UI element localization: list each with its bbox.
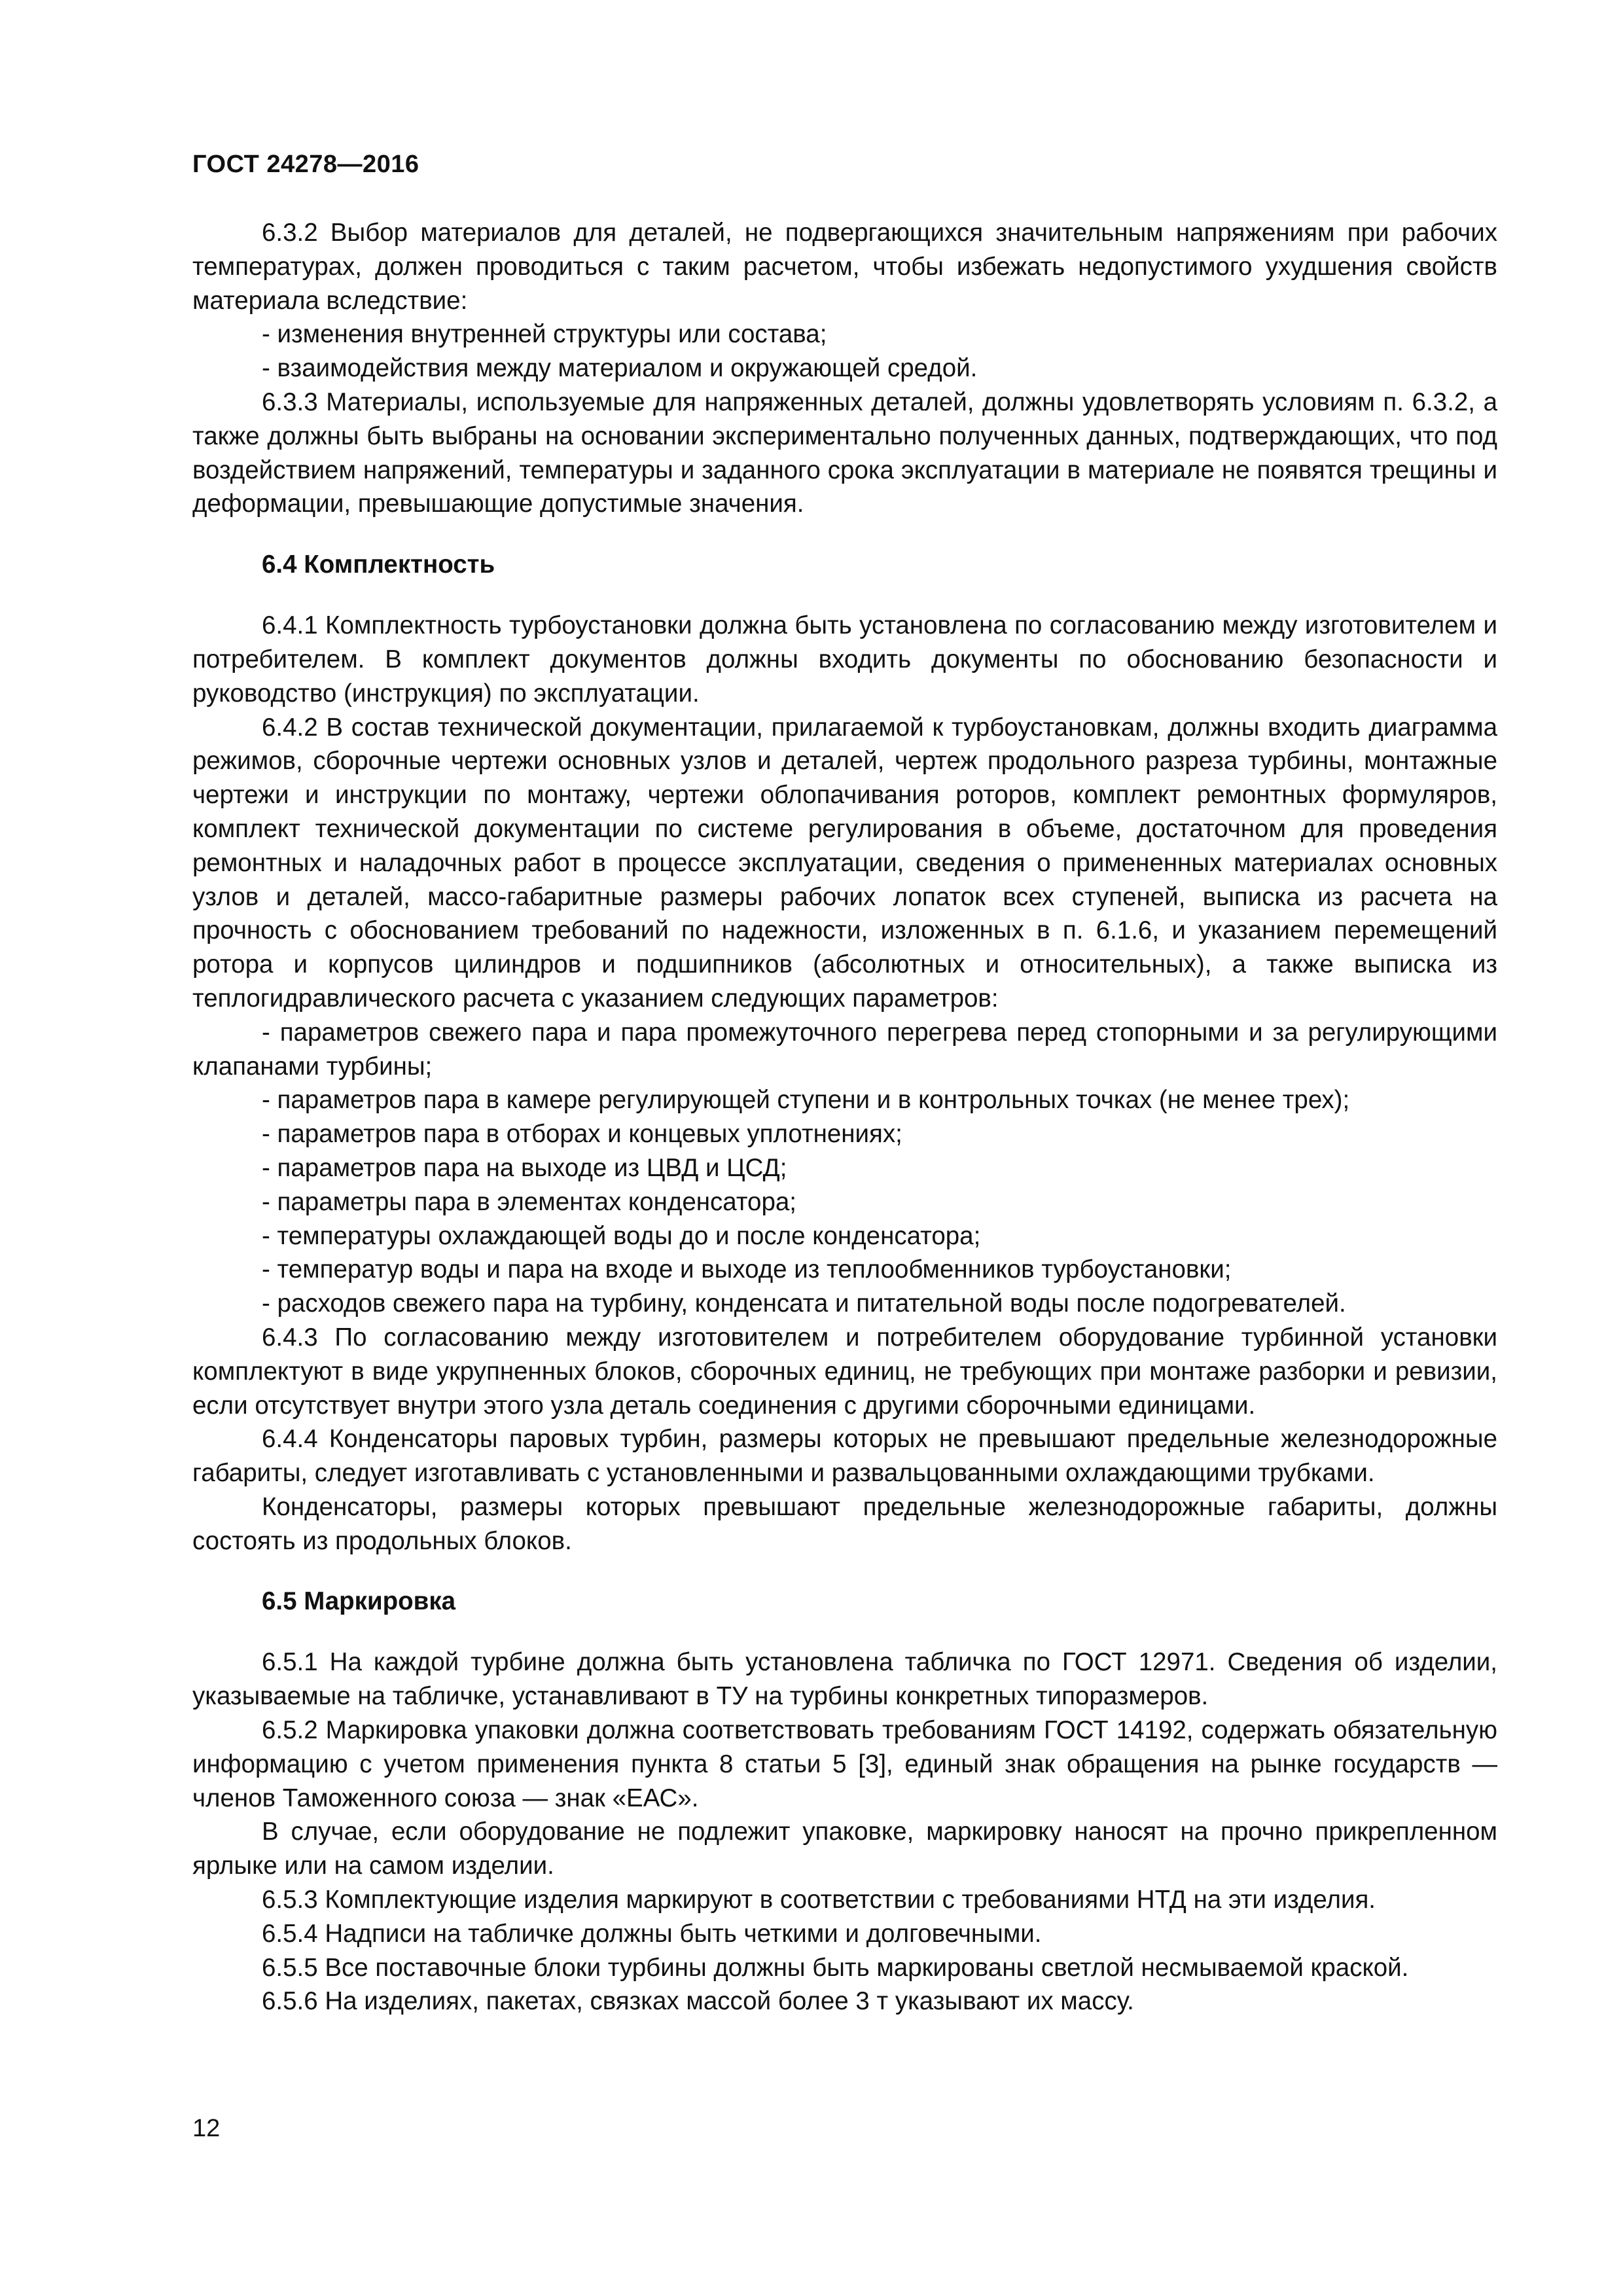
paragraph-6-3-2: 6.3.2 Выбор материалов для деталей, не подвергающихся значительным напряжениям при рабочих температурах, должен проводиться с таким расчетом, чтобы избежать недопустимого ухудшения свойств материала вследствие: [192,219,1497,315]
paragraph-6-3-3: 6.3.3 Материалы, используемые для напряженных деталей, должны удовлетворять условиям п. 6.3.2, а также должны быть выбраны на основании экспериментально полученных данных, подтверждающих, что под воздействием напряжений, температуры и заданного срока эксплуатации в материале не появятся трещины и деформации, превышающие допустимые значения. [192,387,1497,518]
list-item: - параметров пара в отборах и концевых уплотнениях; [262,1120,902,1149]
list-item: - взаимодействия между материалом и окружающей средой. [262,354,978,383]
document-code-header: ГОСТ 24278—2016 [192,151,419,178]
paragraph-6-4-4-continued: Конденсаторы, размеры которых превышают предельные железнодорожные габариты, должны состоять из продольных блоков. [192,1492,1497,1555]
paragraph-6-4-2: 6.4.2 В состав технической документации, прилагаемой к турбоустановкам, должны входить диаграмма режимов, сборочные чертежи основных узлов и деталей, чертеж продольного разреза турбины, монтажные чертежи и инструкции по монтажу, чертежи облопачивания роторов, комплект ремонтных формуляров, комплект технической документации по системе регулирования в объеме, достаточном для проведения ремонтных и наладочных работ в процессе эксплуатации, сведения о примененных материалах основных узлов и деталей, массо-габаритные размеры рабочих лопаток всех ступеней, выписка из расчета на прочность с обоснованием требований по надежности, изложенных в п. 6.1.6, и указанием перемещений ротора и корпусов цилиндров и подшипников (абсолютных и относительных), а также выписка из теплогидравлического расчета с указанием следующих параметров: [192,713,1497,1013]
paragraph-6-4-3: 6.4.3 По согласованию между изготовителем и потребителем оборудование турбинной установки комплектуют в виде укрупненных блоков, сборочных единиц, не требующих при монтаже разборки и ревизии, если отсутствует внутри этого узла деталь соединения с другими сборочными единицами. [192,1323,1497,1420]
paragraph-6-4-4: 6.4.4 Конденсаторы паровых турбин, размеры которых не превышают предельные железнодорожные габариты, следует изготавливать с установленными и развальцованными охлаждающими трубками. [192,1425,1497,1488]
list-item: - температуры охлаждающей воды до и после конденсатора; [262,1221,981,1250]
list-item: - изменения внутренней структуры или состава; [262,320,827,349]
paragraph-6-5-5: 6.5.5 Все поставочные блоки турбины должны быть маркированы светлой несмываемой краской. [262,1953,1409,1982]
list-item: - параметров пара на выходе из ЦВД и ЦСД; [262,1153,787,1182]
paragraph-6-5-3: 6.5.3 Комплектующие изделия маркируют в соответствии с требованиями НТД на эти изделия. [262,1886,1376,1914]
section-heading-6-5: 6.5 Маркировка [262,1587,456,1616]
paragraph-6-5-6: 6.5.6 На изделиях, пакетах, связках массой более 3 т указывают их массу. [262,1987,1134,2016]
list-item: - параметры пара в элементах конденсатора; [262,1187,796,1216]
paragraph-6-5-4: 6.5.4 Надписи на табличке должны быть четкими и долговечными. [262,1919,1042,1948]
page-number: 12 [192,2115,221,2142]
paragraph-6-5-2-continued: В случае, если оборудование не подлежит упаковке, маркировку наносят на прочно прикрепленном ярлыке или на самом изделии. [192,1818,1497,1880]
paragraph-6-5-2: 6.5.2 Маркировка упаковки должна соответствовать требованиям ГОСТ 14192, содержать обязательную информацию с учетом применения пункта 8 статьи 5 [3], единый знак обращения на рынке государств — членов Таможенного союза — знак «ЕАС». [192,1716,1497,1812]
list-item: - параметров свежего пара и пара промежуточного перегрева перед стопорными и за регулирующими клапанами турбины; [192,1018,1497,1081]
document-body [192,216,1497,2018]
paragraph-6-4-1: 6.4.1 Комплектность турбоустановки должна быть установлена по согласованию между изготовителем и потребителем. В комплект документов должны входить документы по обоснованию безопасности и руководство (инструкция) по эксплуатации. [192,611,1497,708]
list-item: - параметров пара в камере регулирующей ступени и в контрольных точках (не менее трех); [262,1086,1350,1115]
list-item: - температур воды и пара на входе и выходе из теплообменников турбоустановки; [262,1255,1232,1284]
section-heading-6-4: 6.4 Комплектность [262,550,495,579]
list-item: - расходов свежего пара на турбину, конденсата и питательной воды после подогревателей. [262,1289,1346,1318]
paragraph-6-5-1: 6.5.1 На каждой турбине должна быть установлена табличка по ГОСТ 12971. Сведения об изделии, указываемые на табличке, устанавливают в ТУ на турбины конкретных типоразмеров. [192,1648,1497,1711]
